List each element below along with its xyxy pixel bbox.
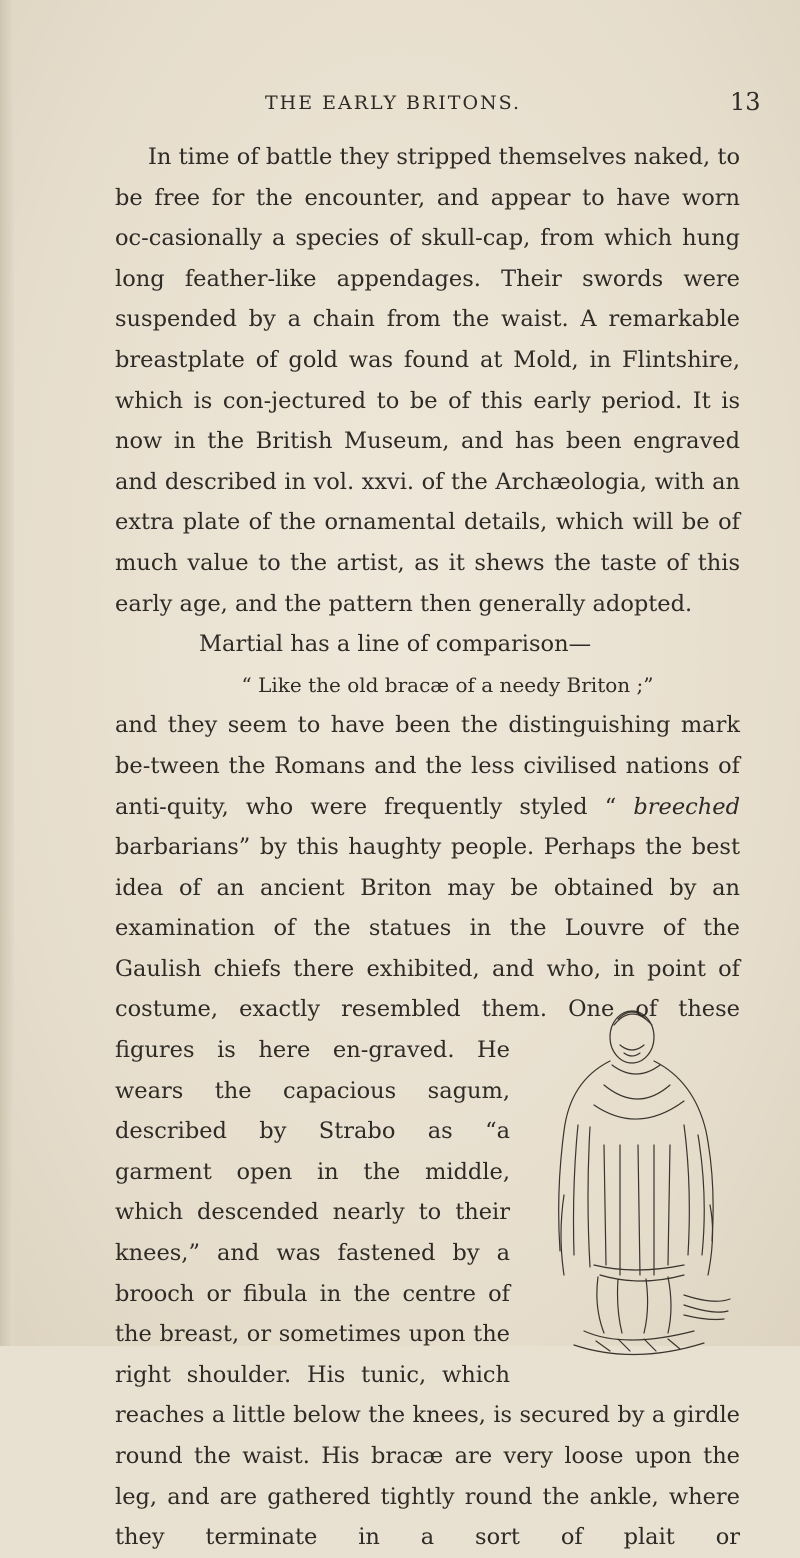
paragraph-3: [115, 705, 740, 1557]
paragraph-3-continuation: them. One of these figures is here en-graved. He wears the capacious sagum, described by Strabo as “a garment open in the middle, which descended nearly to their knees,” and was fastened by a brooch or fibula in the centre of the breast, or sometimes upon the right shoulder. His tunic, which reaches a little below the knees, is secured by a girdle round the waist. His bracæ are very loose upon the leg, and are gathered tightly round the ankle, where they terminate in a sort of plait or: [115, 996, 740, 1551]
paragraph-2: Martial has a line of comparison—: [199, 631, 592, 658]
page-edge: [0, 0, 14, 1346]
gaulish-chief-engraving: [534, 995, 740, 1367]
body-text: [115, 137, 740, 1558]
page-number: 13: [730, 88, 761, 116]
paragraph-3-italic: breeched: [633, 793, 740, 820]
paragraph-1: In time of battle they stripped themselves naked, to be free for the encounter, and appear to have worn oc-casionally a species of skull-cap, from which hung long feather-like appendages. Their swords were suspended by a chain from the waist. A remarkable breastplate of gold was found at Mold, in Flintshire, which is con-jectured to be of this early period. It is now in the British Museum, and has been engraved and described in vol. xxvi. of the Archæologia, with an extra plate of the ornamental details, which will be of much value to the artist, as it shews the taste of this early age, and the pattern then generally adopted.: [115, 144, 740, 617]
running-head: [0, 88, 800, 132]
verse-quotation: “ Like the old bracæ of a needy Briton ;”: [241, 672, 654, 697]
paragraph-3-part-b: barbarians” by this haughty people. Perhaps the best idea of an ancient Briton may be obtained by an examination of the statues in the Louvre of the Gaulish chiefs there exhibited, and who, in point of costume, exactly resembled: [115, 834, 740, 1023]
running-head-title: THE EARLY BRITONS.: [265, 92, 522, 114]
paragraph-3-part-a: and they seem to have been the distinguishing mark be-tween the Romans and the less civilised nations of anti-quity, who were frequently styled “: [115, 712, 740, 820]
